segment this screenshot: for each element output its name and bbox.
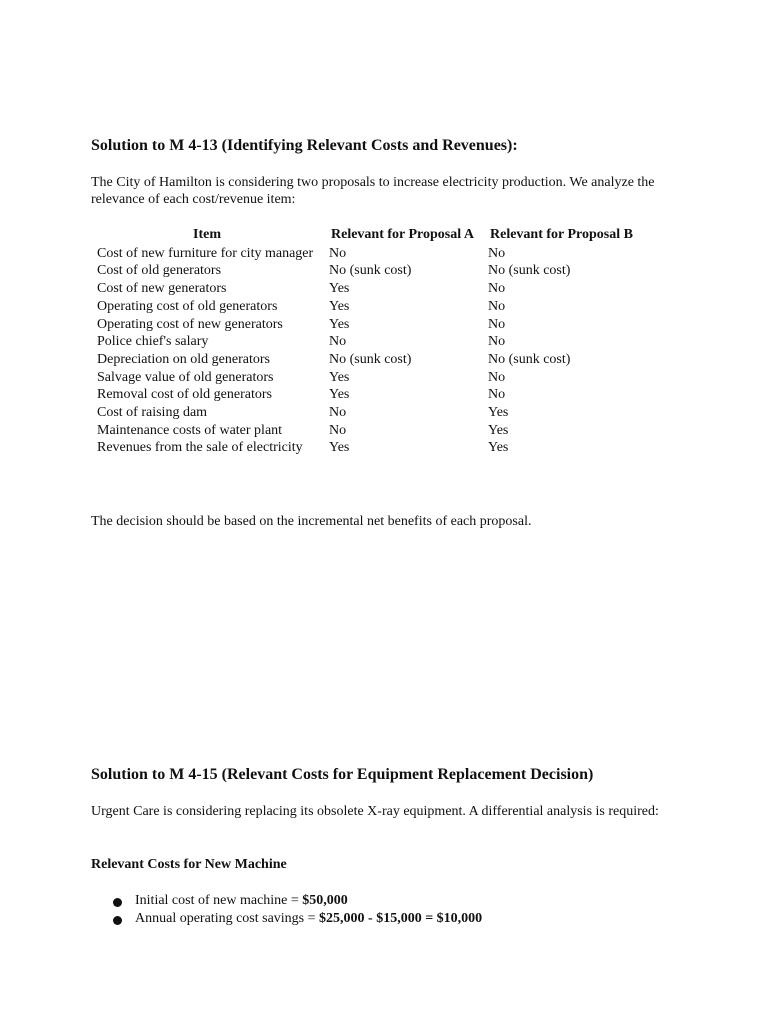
cell-proposal-b: Yes (488, 440, 509, 456)
table-row (91, 351, 641, 369)
list-item (108, 892, 482, 910)
cell-proposal-b: No (sunk cost) (488, 263, 571, 279)
table-row (91, 298, 641, 316)
cell-item: Cost of new furniture for city manager (97, 245, 314, 261)
cell-item: Depreciation on old generators (97, 351, 270, 367)
cell-proposal-a: No (329, 334, 347, 350)
list-item (108, 910, 482, 928)
bullet-value: $25,000 - $15,000 = $10,000 (319, 911, 483, 926)
table-row (91, 404, 641, 422)
header-proposal-b: Relevant for Proposal B (490, 227, 633, 242)
section1-conclusion: The decision should be based on the incremental net benefits of each proposal. (91, 514, 532, 529)
cell-proposal-a: No (329, 245, 347, 261)
cell-item: Salvage value of old generators (97, 369, 274, 385)
table-row (91, 262, 641, 280)
cell-proposal-b: Yes (488, 405, 509, 421)
section2-heading: Solution to M 4-15 (Relevant Costs for Equipment Replacement Decision) (91, 766, 594, 783)
table-row (91, 422, 641, 440)
bullet-value: $50,000 (302, 893, 348, 908)
cell-proposal-a: Yes (329, 387, 350, 403)
cell-proposal-a: No (sunk cost) (329, 351, 412, 367)
cell-item: Police chief's salary (97, 334, 209, 350)
table-body (91, 245, 641, 457)
table-row (91, 439, 641, 457)
cell-proposal-a: No (329, 405, 347, 421)
cell-proposal-a: No (sunk cost) (329, 263, 412, 279)
section1-heading: Solution to M 4-13 (Identifying Relevant Costs and Revenues): (91, 137, 518, 154)
cell-proposal-b: No (488, 281, 506, 297)
header-item: Item (193, 227, 221, 242)
cost-bullet-list (108, 892, 482, 928)
cell-item: Maintenance costs of water plant (97, 422, 283, 438)
cell-item: Cost of old generators (97, 263, 222, 279)
table-row (91, 369, 641, 387)
cell-proposal-b: No (488, 387, 506, 403)
cell-proposal-b: No (sunk cost) (488, 351, 571, 367)
section2-intro: Urgent Care is considering replacing its obsolete X-ray equipment. A differential analysis is required: (91, 804, 659, 819)
bullet-icon (113, 898, 122, 907)
cell-proposal-b: No (488, 298, 506, 314)
table-row (91, 245, 641, 263)
cell-proposal-b: Yes (488, 422, 509, 438)
cell-proposal-b: No (488, 369, 506, 385)
cell-proposal-a: Yes (329, 298, 350, 314)
cell-proposal-b: No (488, 334, 506, 350)
table-row (91, 280, 641, 298)
cell-item: Cost of raising dam (97, 405, 208, 421)
bullet-label: Initial cost of new machine = (135, 893, 303, 908)
cell-proposal-a: No (329, 422, 347, 438)
cell-proposal-b: No (488, 245, 506, 261)
cell-item: Operating cost of new generators (97, 316, 283, 332)
cell-item: Cost of new generators (97, 281, 227, 297)
table-row (91, 386, 641, 404)
header-proposal-a: Relevant for Proposal A (331, 227, 474, 242)
cell-proposal-a: Yes (329, 369, 350, 385)
table-row (91, 333, 641, 351)
cell-item: Operating cost of old generators (97, 298, 278, 314)
section1-intro: The City of Hamilton is considering two proposals to increase electricity production. We analyze the relevance of each cost/revenue item: (91, 175, 655, 207)
cell-proposal-b: No (488, 316, 506, 332)
cell-proposal-a: Yes (329, 440, 350, 456)
relevance-table (91, 226, 641, 457)
bullet-icon (113, 916, 122, 925)
cell-proposal-a: Yes (329, 281, 350, 297)
cell-item: Removal cost of old generators (97, 387, 272, 403)
cell-item: Revenues from the sale of electricity (97, 440, 303, 456)
table-row (91, 316, 641, 334)
bullet-label: Annual operating cost savings = (135, 911, 320, 926)
table-header-row (91, 226, 641, 245)
cell-proposal-a: Yes (329, 316, 350, 332)
section2-subheading: Relevant Costs for New Machine (91, 857, 287, 872)
